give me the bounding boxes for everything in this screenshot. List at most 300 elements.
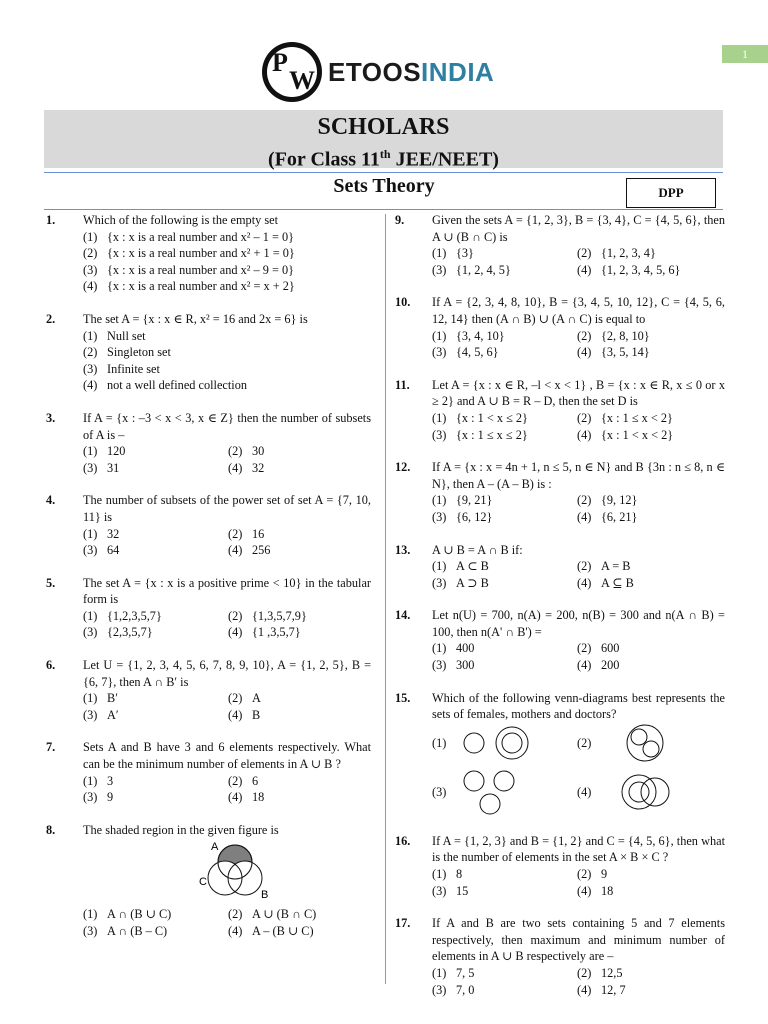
option-number: (1) <box>83 907 98 922</box>
question-stem: Let U = {1, 2, 3, 4, 5, 6, 7, 8, 9, 10}, A = {1, 2, 5}, B = {6, 7}, then A ∩ B′ is <box>83 658 371 689</box>
question-number: 13. <box>395 542 411 557</box>
question-number: 2. <box>46 311 56 326</box>
option-text: {x : 1 ≤ x ≤ 2} <box>456 427 528 442</box>
logo-mark-p: P <box>272 48 288 77</box>
option-text: {3, 4, 10} <box>456 328 505 343</box>
option-text: {9, 12} <box>601 493 638 508</box>
question-7 <box>46 739 371 805</box>
option-list <box>432 640 725 673</box>
page-subtitle: (For Class 11th JEE/NEET) <box>268 147 499 171</box>
option-text: {6, 12} <box>456 509 493 524</box>
option-text: {x : 1 < x < 2} <box>601 427 674 442</box>
option-list <box>83 229 371 295</box>
option-list <box>83 773 371 806</box>
option-list <box>432 328 725 361</box>
option-1[interactable] <box>432 866 577 883</box>
option-number: (3) <box>83 625 98 640</box>
option-number: (4) <box>228 924 243 938</box>
option-number: (4) <box>577 658 592 673</box>
venn-option-4-icon <box>605 772 685 812</box>
title-banner <box>44 110 723 171</box>
option-2[interactable] <box>577 640 725 657</box>
option-3[interactable] <box>432 767 577 817</box>
topic-title: Sets Theory <box>333 175 435 197</box>
option-4[interactable] <box>83 278 371 295</box>
option-text: 16 <box>252 526 265 541</box>
option-number: (2) <box>577 246 592 261</box>
option-3[interactable] <box>432 657 577 674</box>
option-number: (1) <box>432 328 447 343</box>
option-number: (4) <box>228 543 243 558</box>
option-number: (2) <box>228 444 243 459</box>
option-text: {4, 5, 6} <box>456 345 499 360</box>
question-body <box>83 575 371 641</box>
option-number: (3) <box>83 924 98 938</box>
question-stem: A ∪ B = A ∩ B if: <box>432 542 523 557</box>
option-1[interactable] <box>83 906 228 923</box>
dpp-badge: DPP <box>626 178 716 208</box>
option-number: (2) <box>577 559 592 574</box>
option-1[interactable] <box>432 328 577 345</box>
option-text: A ⊆ B <box>601 575 634 590</box>
option-text: {x : x is a real number and x² + 1 = 0} <box>107 246 295 261</box>
question-8 <box>46 822 371 940</box>
question-stem: If A and B are two sets containing 5 and 7 elements respectively, then maximum and minimum number of elements in A ∪ B respectively are – <box>432 916 725 964</box>
option-text: 31 <box>107 460 120 475</box>
option-text: A ⊃ B <box>456 575 489 590</box>
option-3[interactable] <box>83 542 228 559</box>
option-list <box>432 558 725 591</box>
option-1[interactable] <box>83 443 228 460</box>
option-text: A ⊂ B <box>456 559 489 574</box>
option-3[interactable] <box>432 262 577 279</box>
option-3[interactable] <box>83 923 228 940</box>
option-number: (1) <box>432 735 447 750</box>
question-6 <box>46 657 371 723</box>
option-number: (3) <box>432 345 447 360</box>
option-text: A – (B ∪ C) <box>252 924 314 938</box>
option-4[interactable] <box>228 624 371 641</box>
option-text: A ∪ (B ∩ C) <box>252 907 317 922</box>
option-number: (2) <box>228 608 243 623</box>
option-number: (3) <box>432 575 447 590</box>
question-1 <box>46 212 371 295</box>
pw-logo-icon <box>262 42 322 102</box>
option-list <box>432 410 725 443</box>
option-text: 12,5 <box>601 966 623 980</box>
option-3[interactable] <box>83 361 371 378</box>
option-3[interactable] <box>432 883 577 900</box>
option-2[interactable] <box>577 245 725 262</box>
option-number: (3) <box>83 460 98 475</box>
option-number: (4) <box>577 575 592 590</box>
question-13 <box>395 542 725 592</box>
option-4[interactable] <box>228 707 371 724</box>
brand-name-part1: ETOOS <box>328 56 422 87</box>
option-text: 3 <box>107 773 114 788</box>
question-body <box>432 833 725 899</box>
question-stem: Let n(U) = 700, n(A) = 200, n(B) = 300 and n(A ∩ B) = 100, then n(A' ∩ B') = <box>432 608 725 639</box>
brand-name-part2: INDIA <box>421 56 495 87</box>
option-text: 12, 7 <box>601 982 626 997</box>
brand-logo <box>262 42 494 102</box>
venn-option-3-icon <box>460 767 540 817</box>
option-text: 7, 5 <box>456 966 475 980</box>
option-number: (2) <box>228 526 243 541</box>
option-grid <box>432 723 725 817</box>
option-number: (1) <box>83 229 98 244</box>
question-stem: If A = {1, 2, 3} and B = {1, 2} and C = {4, 5, 6}, then what is the number of elements in the set A × B × C ? <box>432 833 725 865</box>
question-body <box>83 311 371 394</box>
option-number: (4) <box>577 883 592 898</box>
option-text: A = B <box>601 559 631 574</box>
option-text: A <box>252 691 261 706</box>
page-title: SCHOLARS <box>317 114 450 140</box>
option-number: (4) <box>577 345 592 360</box>
option-number: (4) <box>83 378 98 393</box>
option-list <box>83 906 371 939</box>
question-body <box>83 492 371 558</box>
option-text: 200 <box>601 658 620 673</box>
option-number: (4) <box>83 279 98 294</box>
option-number: (3) <box>83 707 98 722</box>
option-number: (2) <box>83 246 98 261</box>
option-number: (3) <box>83 361 98 376</box>
question-body <box>83 657 371 723</box>
option-number: (2) <box>577 641 592 656</box>
option-4[interactable] <box>577 982 725 999</box>
option-number: (4) <box>228 790 243 805</box>
question-number: 6. <box>46 658 56 673</box>
option-1[interactable] <box>83 526 228 543</box>
question-number: 12. <box>395 460 411 475</box>
option-text: A ∩ (B – C) <box>107 924 168 938</box>
option-3[interactable] <box>432 982 577 999</box>
question-body <box>83 822 371 940</box>
option-1[interactable] <box>83 328 371 345</box>
option-text: 32 <box>252 460 265 475</box>
option-4[interactable] <box>228 923 371 940</box>
option-2[interactable] <box>228 906 371 923</box>
question-16 <box>395 833 725 899</box>
question-15 <box>395 690 725 817</box>
right-column <box>395 212 725 1014</box>
question-body <box>432 459 725 525</box>
question-9 <box>395 212 725 278</box>
option-1[interactable] <box>432 492 577 509</box>
venn-option-1-icon <box>460 726 540 760</box>
question-stem: Which of the following is the empty set <box>83 213 279 227</box>
option-text: {x : 1 ≤ x < 2} <box>601 410 673 425</box>
option-1[interactable] <box>432 723 577 763</box>
option-2[interactable] <box>577 723 725 763</box>
option-text: {3, 5, 14} <box>601 345 650 360</box>
question-body <box>83 410 371 476</box>
option-text: 9 <box>107 790 114 805</box>
option-4[interactable] <box>577 767 725 817</box>
question-stem: Sets A and B have 3 and 6 elements respectively. What can be the minimum number of elements in A ∪ B ? <box>83 740 371 772</box>
option-list <box>83 443 371 476</box>
option-number: (4) <box>228 707 243 722</box>
option-number: (4) <box>577 427 592 442</box>
question-stem: If A = {x : –3 < x < 3, x ∈ Z} then the number of subsets of A is – <box>83 410 371 442</box>
option-number: (3) <box>83 790 98 805</box>
option-2[interactable] <box>228 773 371 790</box>
question-4 <box>46 492 371 558</box>
option-text: {6, 21} <box>601 509 638 524</box>
option-text: 256 <box>252 543 271 558</box>
question-number: 3. <box>46 410 56 425</box>
option-text: {x : x is a real number and x² – 1 = 0} <box>107 229 295 244</box>
option-text: {x : x is a real number and x² = x + 2} <box>107 279 295 294</box>
question-number: 17. <box>395 916 411 931</box>
option-list <box>432 965 725 998</box>
venn-label-c: C <box>199 876 207 889</box>
venn-option-2-icon <box>605 723 685 763</box>
option-text: B <box>252 707 261 722</box>
option-1[interactable] <box>432 965 577 982</box>
option-number: (1) <box>432 246 447 261</box>
option-number: (4) <box>577 262 592 277</box>
option-3[interactable] <box>432 509 577 526</box>
question-14 <box>395 607 725 673</box>
option-2[interactable] <box>577 558 725 575</box>
option-number: (1) <box>432 641 447 656</box>
option-3[interactable] <box>83 707 228 724</box>
question-number: 16. <box>395 833 411 848</box>
question-body <box>432 294 725 360</box>
option-number: (4) <box>577 784 592 799</box>
question-number: 14. <box>395 608 411 623</box>
brand-name <box>328 57 494 88</box>
option-number: (3) <box>432 262 447 277</box>
option-2[interactable] <box>577 866 725 883</box>
left-column <box>46 212 371 956</box>
option-number: (1) <box>432 410 447 425</box>
option-text: 400 <box>456 641 475 656</box>
question-5 <box>46 575 371 641</box>
question-body <box>432 542 725 592</box>
question-stem: The shaded region in the given figure is <box>83 822 279 837</box>
question-2 <box>46 311 371 394</box>
option-1[interactable] <box>432 410 577 427</box>
page-number: 1 <box>722 45 768 63</box>
question-stem: Let A = {x : x ∈ R, –l < x < 1} , B = {x : x ∈ R, x ≤ 0 or x ≥ 2} and A ∪ B = R – D, then the set D is <box>432 377 725 409</box>
option-2[interactable] <box>228 526 371 543</box>
q8-venn-figure <box>173 840 283 902</box>
question-body <box>432 607 725 673</box>
option-text: 7, 0 <box>456 982 475 997</box>
option-4[interactable] <box>83 377 371 394</box>
option-list <box>83 526 371 559</box>
option-3[interactable] <box>432 427 577 444</box>
option-number: (4) <box>228 625 243 640</box>
question-body <box>432 212 725 278</box>
question-stem: If A = {x : x = 4n + 1, n ≤ 5, n ∈ N} and B {3n : n ≤ 8, n ∈ N}, then A – (A – B) is : <box>432 460 725 491</box>
option-1[interactable] <box>432 245 577 262</box>
option-2[interactable] <box>577 492 725 509</box>
option-number: (1) <box>83 691 98 706</box>
question-body <box>83 739 371 805</box>
option-text: 6 <box>252 773 259 788</box>
option-4[interactable] <box>228 460 371 477</box>
option-3[interactable] <box>83 789 228 806</box>
option-4[interactable] <box>577 262 725 279</box>
option-2[interactable] <box>228 608 371 625</box>
option-2[interactable] <box>577 965 725 982</box>
option-3[interactable] <box>83 624 228 641</box>
option-text: Null set <box>107 328 146 343</box>
option-number: (2) <box>577 735 592 750</box>
question-body <box>432 915 725 998</box>
option-number: (4) <box>577 509 592 524</box>
option-list <box>432 492 725 525</box>
question-number: 5. <box>46 575 56 590</box>
option-text: {1, 2, 4, 5} <box>456 262 511 277</box>
option-4[interactable] <box>577 657 725 674</box>
option-3[interactable] <box>432 344 577 361</box>
question-10 <box>395 294 725 360</box>
option-list <box>432 245 725 278</box>
option-number: (2) <box>577 867 592 882</box>
option-number: (3) <box>432 784 447 799</box>
option-text: 18 <box>252 790 265 805</box>
question-stem: The set A = {x : x is a positive prime < 10} in the tabular form is <box>83 575 371 607</box>
option-text: {2, 8, 10} <box>601 328 650 343</box>
question-12 <box>395 459 725 525</box>
question-stem: Given the sets A = {1, 2, 3}, B = {3, 4}, C = {4, 5, 6}, then A ∪ (B ∩ C) is <box>432 213 725 244</box>
question-stem: The number of subsets of the power set of set A = {7, 10, 11} is <box>83 493 371 524</box>
question-body <box>432 377 725 443</box>
option-number: (3) <box>432 509 447 524</box>
option-2[interactable] <box>83 245 371 262</box>
question-number: 8. <box>46 822 56 837</box>
option-text: {2,3,5,7} <box>107 625 153 640</box>
option-2[interactable] <box>577 410 725 427</box>
header-rule-top <box>44 172 723 173</box>
option-1[interactable] <box>83 608 228 625</box>
option-4[interactable] <box>228 789 371 806</box>
option-4[interactable] <box>577 575 725 592</box>
option-text: A′ <box>107 707 119 722</box>
option-1[interactable] <box>83 229 371 246</box>
option-text: B′ <box>107 691 118 706</box>
option-text: {1, 2, 3, 4} <box>601 246 656 261</box>
option-number: (2) <box>577 966 592 980</box>
question-stem: Which of the following venn-diagrams best represents the sets of females, mothers and doctors? <box>432 690 725 722</box>
option-text: not a well defined collection <box>107 378 247 393</box>
option-number: (1) <box>83 608 98 623</box>
column-divider <box>385 214 386 984</box>
option-1[interactable] <box>83 773 228 790</box>
option-number: (1) <box>432 966 447 980</box>
option-text: {1,3,5,7,9} <box>252 608 307 623</box>
question-body <box>83 212 371 295</box>
option-text: {1,2,3,5,7} <box>107 608 162 623</box>
option-text: 300 <box>456 658 475 673</box>
option-2[interactable] <box>228 690 371 707</box>
option-number: (3) <box>432 427 447 442</box>
option-1[interactable] <box>432 558 577 575</box>
option-4[interactable] <box>577 427 725 444</box>
option-4[interactable] <box>577 509 725 526</box>
option-number: (1) <box>83 526 98 541</box>
option-text: Singleton set <box>107 345 171 360</box>
option-1[interactable] <box>432 640 577 657</box>
option-number: (2) <box>577 410 592 425</box>
question-number: 11. <box>395 377 410 392</box>
option-text: 15 <box>456 883 469 898</box>
logo-mark-w: W <box>289 66 315 95</box>
question-number: 9. <box>395 213 405 227</box>
option-3[interactable] <box>83 460 228 477</box>
option-list <box>83 690 371 723</box>
option-number: (4) <box>577 982 592 997</box>
question-3 <box>46 410 371 476</box>
option-2[interactable] <box>83 344 371 361</box>
option-3[interactable] <box>432 575 577 592</box>
question-number: 4. <box>46 493 56 508</box>
option-text: {x : x is a real number and x² – 9 = 0} <box>107 262 295 277</box>
option-number: (3) <box>83 543 98 558</box>
option-text: 600 <box>601 641 620 656</box>
option-2[interactable] <box>228 443 371 460</box>
option-number: (3) <box>83 262 98 277</box>
option-number: (4) <box>228 460 243 475</box>
option-number: (3) <box>432 658 447 673</box>
question-11 <box>395 377 725 443</box>
venn-label-b: B <box>261 889 269 902</box>
option-text: 30 <box>252 444 265 459</box>
option-4[interactable] <box>577 344 725 361</box>
question-number: 7. <box>46 740 56 755</box>
option-number: (2) <box>228 907 243 922</box>
question-stem: The set A = {x : x ∈ R, x² = 16 and 2x = 6} is <box>83 311 308 326</box>
question-17 <box>395 915 725 998</box>
option-1[interactable] <box>83 690 228 707</box>
header-rule-bottom <box>44 209 723 210</box>
option-number: (1) <box>83 773 98 788</box>
option-list <box>83 328 371 394</box>
option-number: (3) <box>432 982 447 997</box>
option-number: (3) <box>432 883 447 898</box>
option-text: Infinite set <box>107 361 160 376</box>
option-number: (2) <box>228 691 243 706</box>
option-number: (1) <box>432 493 447 508</box>
question-stem: If A = {2, 3, 4, 8, 10}, B = {3, 4, 5, 10, 12}, C = {4, 5, 6, 12, 14} then (A ∩ B) ∪ (A ∩ C) is equal to <box>432 295 725 326</box>
option-3[interactable] <box>83 262 371 279</box>
option-4[interactable] <box>577 883 725 900</box>
question-number: 10. <box>395 295 411 310</box>
option-text: 120 <box>107 444 126 459</box>
option-number: (2) <box>577 493 592 508</box>
question-number: 15. <box>395 690 411 705</box>
option-text: 9 <box>601 867 608 882</box>
option-number: (2) <box>228 773 243 788</box>
option-4[interactable] <box>228 542 371 559</box>
option-number: (1) <box>83 328 98 343</box>
venn-label-a: A <box>211 841 219 854</box>
option-list <box>432 866 725 899</box>
option-text: {1 ,3,5,7} <box>252 625 301 640</box>
option-2[interactable] <box>577 328 725 345</box>
option-number: (1) <box>432 559 447 574</box>
option-number: (2) <box>577 328 592 343</box>
option-text: {1, 2, 3, 4, 5, 6} <box>601 262 681 277</box>
question-body <box>432 690 725 817</box>
option-number: (1) <box>432 867 447 882</box>
option-number: (2) <box>83 345 98 360</box>
